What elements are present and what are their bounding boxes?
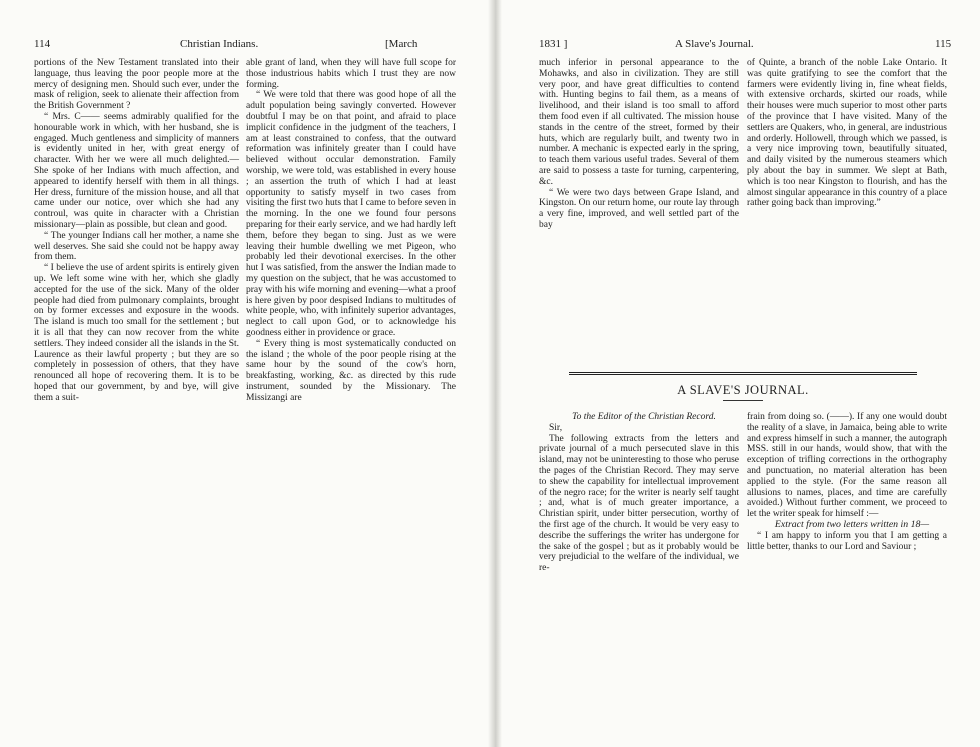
paragraph: of Quinte, a branch of the noble Lake Ontario. It was quite gratifying to see the comfort that the farmers were evidently living in, fine wheat fields, with extensive orchards, skirted our roads, while their houses were much superior to most other parts of the province that I have visited. Many of the settlers are Quakers, who, in general, are industrious and orderly. Hollowell, through which we passed, is a very nice improving town, beautifully situated, and daily visited by the numerous steamers which ply about the bay in summer. We slept at Bath, which is too near Kingston to flourish, and has the almost singular appearance in this country of a place rather going back than improving.” <box>747 58 947 209</box>
paragraph: “ We were two days between Grape Island, and Kingston. On our return home, our route lay through a very fine, improved, and well settled part of the bay <box>539 187 739 230</box>
section-heading-block <box>539 366 947 409</box>
paragraph: “ Every thing is most systematically conducted on the island ; the whole of the poor people rising at the same hour by the sound of the cow's horn, breakfasting, working, &c. as directed by this rude instrument, sounded by the Missionary. The Missizangi are <box>246 338 456 403</box>
right-column-2-top <box>747 58 947 209</box>
paragraph: “ Mrs. C—— seems admirably qualified for the honourable work in which, with her husband, she is engaged. Much gentleness and simplicity of manners is evidently united in her, with great energy of character. With her we were all much delighted.— She spoke of her Indians with much affection, and appeared to identify herself with them in all things. Her dress, furniture of the mission house, and all that came under our notice, over which she had any controul, was quite in character with a Christian missionary—plain as possible, but clean and good. <box>34 111 239 230</box>
section-title: A SLAVE'S JOURNAL. <box>677 383 809 397</box>
right-running-title: A Slave's Journal. <box>675 38 754 50</box>
editor-address: To the Editor of the Christian Record. <box>572 412 716 422</box>
paragraph: portions of the New Testament translated into their language, thus leaving the poor people more at the mercy of designing men. Should such ever, under the mask of religion, seek to alienate their affection from the British Government ? <box>34 58 239 112</box>
right-page-number: 115 <box>935 38 952 50</box>
paragraph: “ I am happy to inform you that I am getting a little better, thanks to our Lord and Saviour ; <box>747 530 947 552</box>
right-column-2-bottom <box>747 412 947 552</box>
paragraph: “ We were told that there was good hope of all the adult population being savingly converted. However doubtful I may be on that point, and afraid to place implicit confidence in the judgment of the teachers, I am at least constrained to confess, that the outward reformation was infinitely greater than I could have believed without occular demonstration. Family worship, we were told, was established in every house ; an assertion the truth of which I had at least opportunity to satisfy myself in two cases from visiting the first two huts that I came to before seven in the morning. In the one we found four persons preparing for their early service, and we had hardly left them, before they began to sing. Just as we were leaving their humble dwelling we met Pigeon, who probably led their devotional exercises. In the other hut I was satisfied, from the answer the Indian made to my question on the subject, that he was accustomed to pray with his wife morning and evening—what a proof is here given by poor despised Indians to multitudes of white people, who, with infinitely superior advantages, neglect to call upon God, or to acknowledge his goodness either in providence or grace. <box>246 90 456 338</box>
paragraph: frain from doing so. (——). If any one would doubt the reality of a slave, in Jamaica, being able to write and express himself in such a manner, the autograph MSS. still in our hands, would show, that with the exception of trifling corrections in the orthography and punctuation, no material alteration has been applied to the style. (For the same reason all allusions to names, places, and time are carefully avoided.) Without further comment, we proceed to let the writer speak for himself :— <box>747 412 947 520</box>
right-column-1-bottom <box>539 412 739 574</box>
paragraph: “ The younger Indians call her mother, a name she well deserves. She said she could not be happy away from them. <box>34 230 239 263</box>
right-column-1-top <box>539 58 739 231</box>
left-column-2 <box>246 58 456 404</box>
paragraph: “ I believe the use of ardent spirits is entirely given up. We left some wine with her, which she gladly accepted for the use of the sick. Many of the older people had died from pulmonary complaints, brought on by former excesses and exposure in the woods. The island is much too small for the settlement ; but it is all that they can now recover from the white settlers. They indeed consider all the islands in the St. Laurence as their lawful property ; but they are so completely in possession of others, that they have renounced all hope of recovering them. It is to be hoped that our government, by and bye, will give them a suit- <box>34 263 239 403</box>
double-rule <box>569 372 917 375</box>
short-rule <box>723 400 763 401</box>
left-column-1 <box>34 58 239 404</box>
paragraph: The following extracts from the letters and private journal of a much persecuted slave in this island, may not be uninteresting to those who peruse the pages of the Christian Record. They may serve to shew the capability for intellectual improvement of the negro race; for the writer is nearly self taught ; and, what is of much greater importance, a Christian spirit, under bitter persecution, worthy of the first age of the church. It would be very easy to describe the sufferings the writer has undergone for the sake of the gospel ; but as it probably would be very prejudicial to the welfare of the individual, we re- <box>539 433 739 574</box>
left-page-number: 114 <box>34 38 51 50</box>
paragraph: able grant of land, when they will have full scope for those industrious habits which I trust they are now forming. <box>246 58 456 90</box>
left-running-title: Christian Indians. <box>180 38 259 50</box>
right-page <box>495 0 980 747</box>
extract-title: Extract from two letters written in 18— <box>774 518 930 530</box>
paragraph: much inferior in personal appearance to the Mohawks, and also in civilization. They are still very poor, and have great difficulties to contend with. Hunting begins to fail them, as a means of livelihood, and their island is too small to afford them food even if all cultivated. The mission house stands in the centre of the street, formed by their huts, which are regularly built, and twenty two in number. A mechanic is expected early in the spring, to teach them various useful trades. Several of them are said to possess a taste for turning, carpentering, &c. <box>539 58 739 187</box>
left-date: [March <box>385 38 418 50</box>
salutation: Sir, <box>549 422 563 433</box>
right-year: 1831 ] <box>539 38 568 50</box>
